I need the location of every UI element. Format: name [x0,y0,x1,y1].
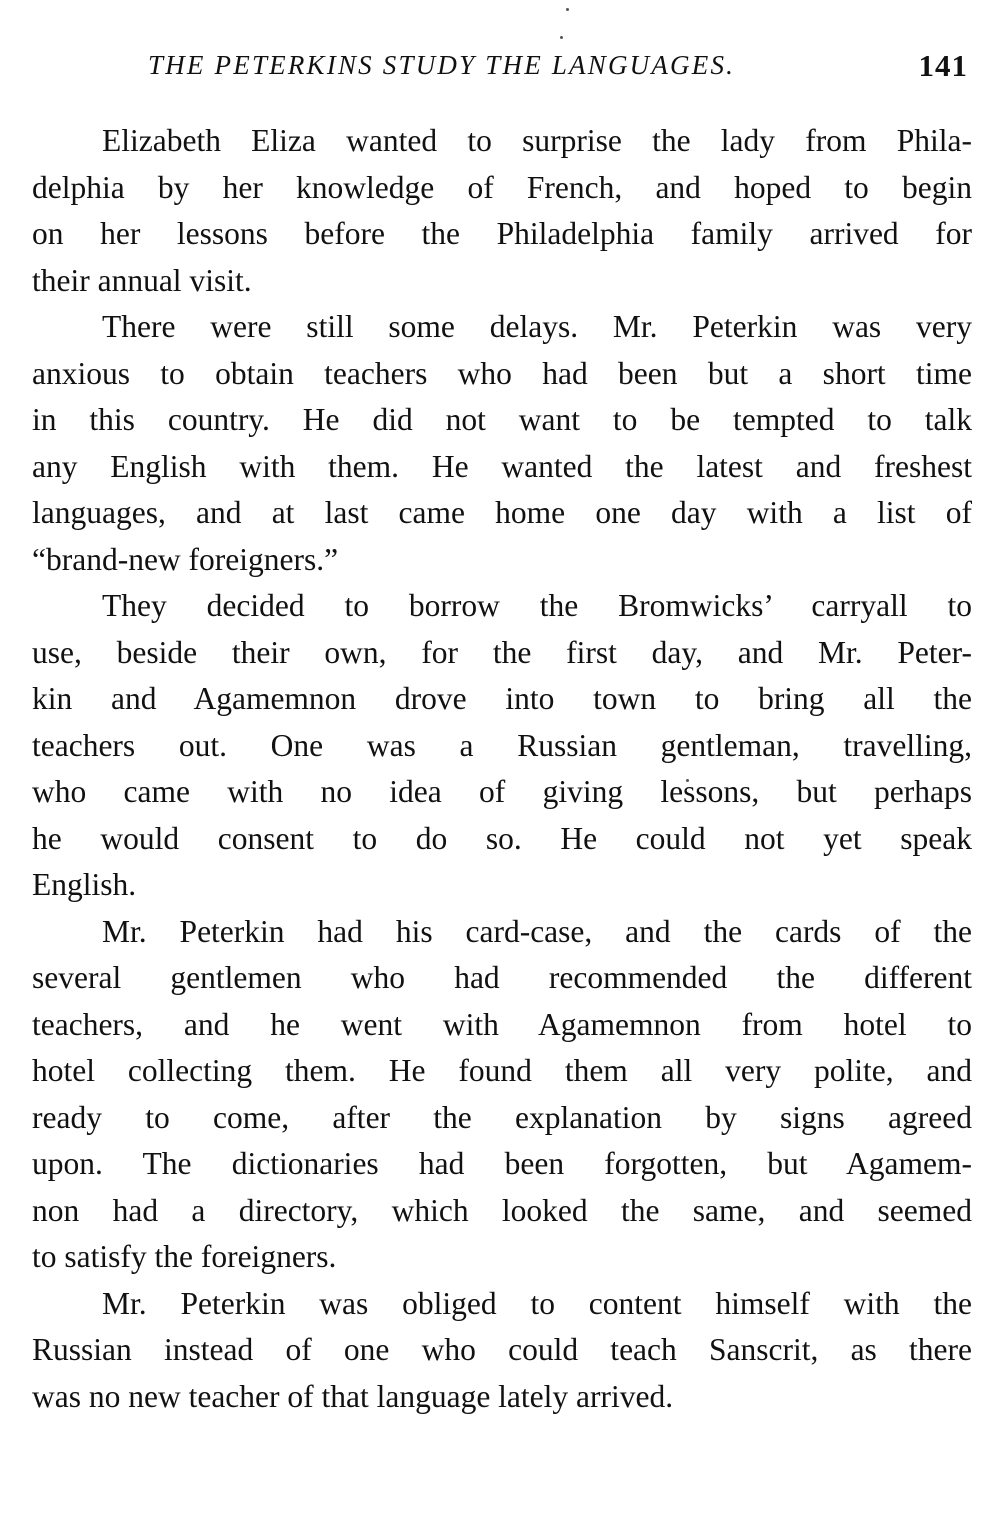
text-line: upon. The dictionaries had been forgotten, but Agamem- [32,1146,972,1181]
paragraph [32,304,972,583]
text-line: teachers out. One was a Russian gentleman, travelling, [32,727,972,763]
text-line: There were still some delays. Mr. Peterkin was very [102,309,972,344]
text-line: on her lessons before the Philadelphia family arrived for [32,216,972,251]
text-line: Mr. Peterkin had his card-case, and the cards of the [102,913,972,949]
text-line: Russian instead of one who could teach Sanscrit, as there [32,1332,972,1367]
text-line: any English with them. He wanted the latest and freshest [32,448,972,484]
text-line: was no new teacher of that language lately arrived. [32,1378,674,1414]
text-line: their annual visit. [32,262,252,298]
text-line: “brand-new foreigners.” [32,541,339,577]
text-line: Mr. Peterkin was obliged to content himself with the [102,1285,972,1321]
text-line: English. [32,867,137,902]
text-line: use, beside their own, for the first day, and Mr. Peter- [32,634,972,670]
paragraph [32,118,972,304]
text-line: They decided to borrow the Bromwicks’ carryall to [102,588,972,623]
body-text [32,118,972,1420]
scan-speck [560,36,563,39]
text-line: delphia by her knowledge of French, and hoped to begin [32,169,972,205]
text-line: Elizabeth Eliza wanted to surprise the lady from Phila- [102,123,972,158]
scan-speck [566,8,569,11]
text-line: hotel collecting them. He found them all very polite, and [32,1053,972,1088]
paragraph [32,583,972,909]
text-line: to satisfy the foreigners. [32,1239,337,1274]
paragraph [32,1281,972,1421]
text-line: anxious to obtain teachers who had been but a short time [32,355,972,391]
text-line: kin and Agamemnon drove into town to bring all the [32,681,972,716]
running-head [140,46,970,90]
text-line: in this country. He did not want to be tempted to talk [32,402,972,437]
text-line: he would consent to do so. He could not yet speak [32,820,972,856]
text-line: teachers, and he went with Agamemnon from hotel to [32,1006,972,1042]
running-title: THE PETERKINS STUDY THE LANGUAGES. [148,50,736,80]
text-line: ready to come, after the explanation by signs agreed [32,1099,972,1135]
text-line: who came with no idea of giving lessons, but perhaps [32,774,972,809]
text-line: several gentlemen who had recommended the different [32,960,972,995]
page-number: 141 [918,48,968,83]
paragraph [32,909,972,1281]
text-line: languages, and at last came home one day with a list of [32,495,972,530]
text-line: non had a directory, which looked the same, and seemed [32,1192,972,1228]
